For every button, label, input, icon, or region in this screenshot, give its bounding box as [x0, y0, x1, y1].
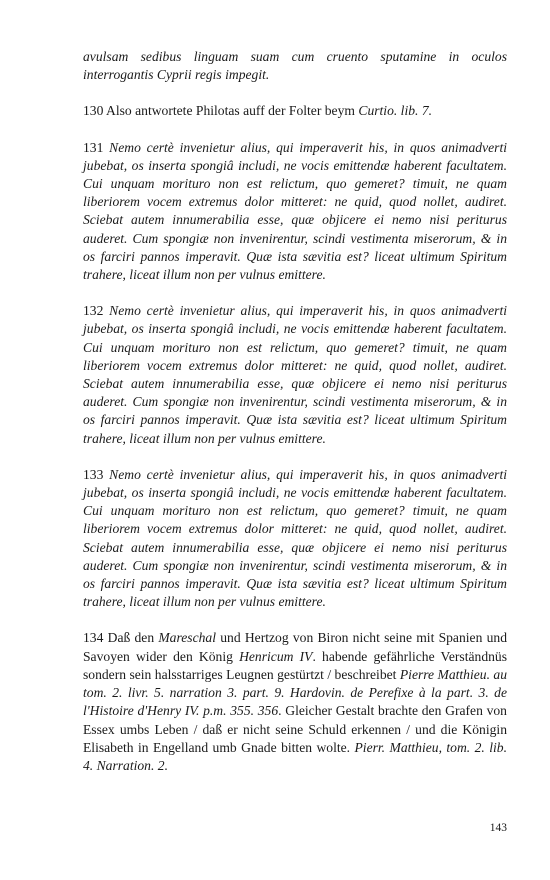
note-text: Nemo certè invenietur alius, qui imperaverit his, in quos animadverti jubebat, os inserta spongiâ includi, ne vocis emittendæ haberent facultatem. Cui unquam morituro non est relictum, quo gemeret? timuit, ne quam liberiorem vocem extremus dolor mitteret: ne quid, quod nollet, audiret. Sciebat autem innumerabilia esse, quæ objicere ei nemo nisi periturus auderet. Cum spongiæ non invenirentur, scindi vestimenta miserorum, & in os farciri pannos imperavit. Quæ ista sævitia est? liceat ultimum Spiritum trahere, liceat illum non per vulnus emittere. [83, 466, 507, 610]
note-text: Also antwortete Philotas auff der Folter beym [106, 103, 359, 119]
note-text: . Gleicher Gestalt brachte den Grafen von Essex umbs Leben / daß er nicht seine Schuld erkennen / und die Königin Elisabeth in Engelland umb Gnade bitten wolte. [83, 703, 507, 755]
note-text: und Hertzog von Biron nicht seine mit Spanien und Savoyen wider den König [83, 630, 507, 664]
note-text: Nemo certè invenietur alius, qui imperaverit his, in quos animadverti jubebat, os inserta spongiâ includi, ne vocis emittendæ haberent facultatem. Cui unquam morituro non est relictum, quo gemeret? timuit, ne quam liberiorem vocem extremus dolor mitteret: ne quid, quod nollet, audiret. Sciebat autem innumerabilia esse, quæ objicere ei nemo nisi periturus auderet. Cum spongiæ non invenirentur, scindi vestimenta miserorum, & in os farciri pannos imperavit. Quæ ista sævitia est? liceat ultimum Spiritum trahere, liceat illum non per vulnus emittere. [83, 303, 507, 446]
paragraph-gap [83, 448, 507, 466]
fragment-paragraph: avulsam sedibus linguam suam cum cruento sputamine in oculos interrogantis Cyprii regis impegit. [83, 49, 507, 83]
note-number: 134 [83, 630, 104, 646]
page-body [83, 48, 507, 775]
note-text: Nemo certè invenietur alius, qui imperaverit his, in quos animadverti jubebat, os inserta spongiâ includi, ne vocis emittendæ haberent facultatem. Cui unquam morituro non est relictum, quo gemeret? timuit, ne quam liberiorem vocem extremus dolor mitteret: ne quid, quod nollet, audiret. Sciebat autem innumerabilia esse, quæ objicere ei nemo nisi periturus auderet. Cum spongiæ non invenirentur, scindi vestimenta miserorum, & in os farciri pannos imperavit. Quæ ista sævitia est? liceat ultimum Spiritum trahere, liceat illum non per vulnus emittere. [83, 139, 507, 283]
note-text: . habende gefährliche Verständnüs sondern sein halsstarriges Leugnen gestürtzt / beschreibet [83, 648, 507, 682]
note-reference: Pierre Matthieu. au tom. 2. livr. 5. narration 3. part. 9. Hardovin. de Perefixe à la part. 3. de l'Histoire d'Henry IV. p.m. 355. 356 [83, 666, 507, 719]
note-number: 130 [83, 103, 104, 119]
note-134 [83, 629, 507, 775]
note-number: 133 [83, 466, 104, 482]
note-reference: Pierr. Matthieu, tom. 2. lib. 4. Narration. 2. [83, 739, 507, 773]
note-reference: Curtio. lib. 7. [358, 103, 433, 119]
page-number: 143 [489, 822, 507, 834]
paragraph-gap [83, 121, 507, 139]
paragraph-gap [83, 611, 507, 629]
paragraph-gap [83, 84, 507, 102]
note-number: 132 [83, 303, 104, 319]
note-130 [83, 102, 507, 120]
note-132 [83, 302, 507, 448]
note-italic-term: Mareschal [158, 630, 216, 646]
note-133 [83, 466, 507, 612]
note-italic-term: Henricum IV [239, 648, 313, 664]
note-number: 131 [83, 139, 104, 155]
note-text: Daß den [107, 630, 159, 646]
paragraph-gap [83, 284, 507, 302]
note-131 [83, 139, 507, 285]
